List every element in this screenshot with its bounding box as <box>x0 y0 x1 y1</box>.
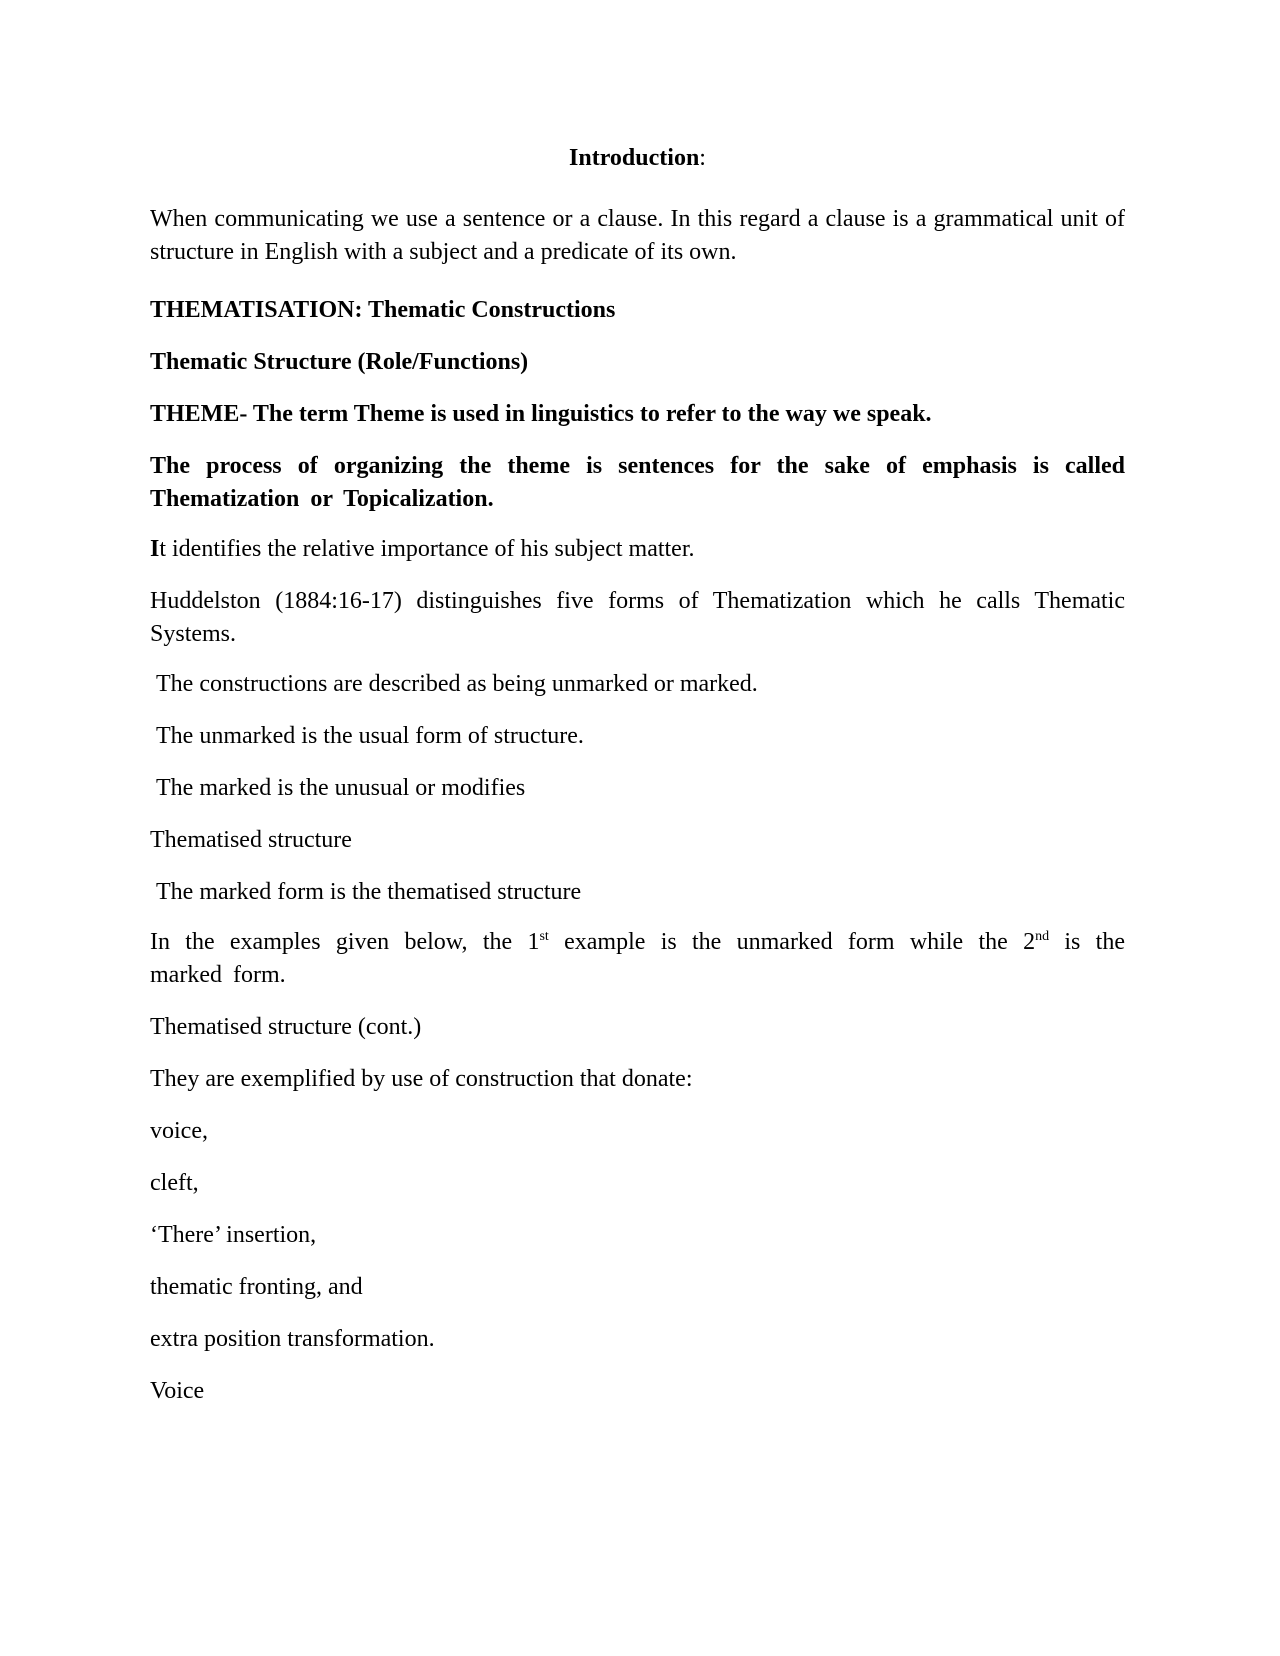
list-item: extra position transformation. <box>150 1326 435 1352</box>
voice-heading: Voice <box>150 1378 205 1404</box>
examples-text-1: In the examples given below, the 1 <box>150 929 540 955</box>
thematised-structure-cont: Thematised structure (cont.) <box>150 1014 422 1040</box>
heading-thematisation: THEMATISATION: Thematic Constructions <box>150 297 616 323</box>
exemplified-paragraph: They are exemplified by use of construction that donate: <box>150 1066 693 1092</box>
marked-unusual: The marked is the unusual or modifies <box>156 775 526 801</box>
examples-sup-2: nd <box>1035 929 1050 944</box>
thematised-structure: Thematised structure <box>150 827 352 853</box>
list-item: voice, <box>150 1118 208 1144</box>
examples-text-2: example is the unmarked form while the 2 <box>548 929 1036 955</box>
identifies-initial: I <box>150 536 160 562</box>
constructions-described: The constructions are described as being unmarked or marked. <box>156 671 758 697</box>
identifies-rest: t identifies the relative importance of his subject matter. <box>159 536 695 562</box>
list-item: thematic fronting, and <box>150 1274 363 1300</box>
marked-form: The marked form is the thematised structure <box>156 879 582 905</box>
list-item: ‘There’ insertion, <box>150 1222 317 1248</box>
page-title <box>150 142 1125 175</box>
title-colon: : <box>699 145 706 171</box>
theme-definition: THEME- The term Theme is used in linguistics to refer to the way we speak. <box>150 401 932 427</box>
intro-paragraph: When communicating we use a sentence or a clause. In this regard a clause is a grammatical unit of structure in English with a subject and a predicate of its own. <box>150 206 1125 265</box>
examples-paragraph <box>150 926 1125 992</box>
heading-thematic-structure: Thematic Structure (Role/Functions) <box>150 349 529 375</box>
examples-sup-1: st <box>539 929 549 944</box>
unmarked-usual: The unmarked is the usual form of structure. <box>156 723 584 749</box>
examples-text-3: is the marked form. <box>150 929 1125 988</box>
huddelston-paragraph: Huddelston (1884:16-17) distinguishes five forms of Thematization which he calls Thematic Systems. <box>150 588 1125 647</box>
process-definition: The process of organizing the theme is sentences for the sake of emphasis is called Thematization or Topicalization. <box>150 453 1125 512</box>
title-text: Introduction <box>569 145 700 171</box>
list-item: cleft, <box>150 1170 199 1196</box>
identifies-paragraph <box>150 533 1125 566</box>
